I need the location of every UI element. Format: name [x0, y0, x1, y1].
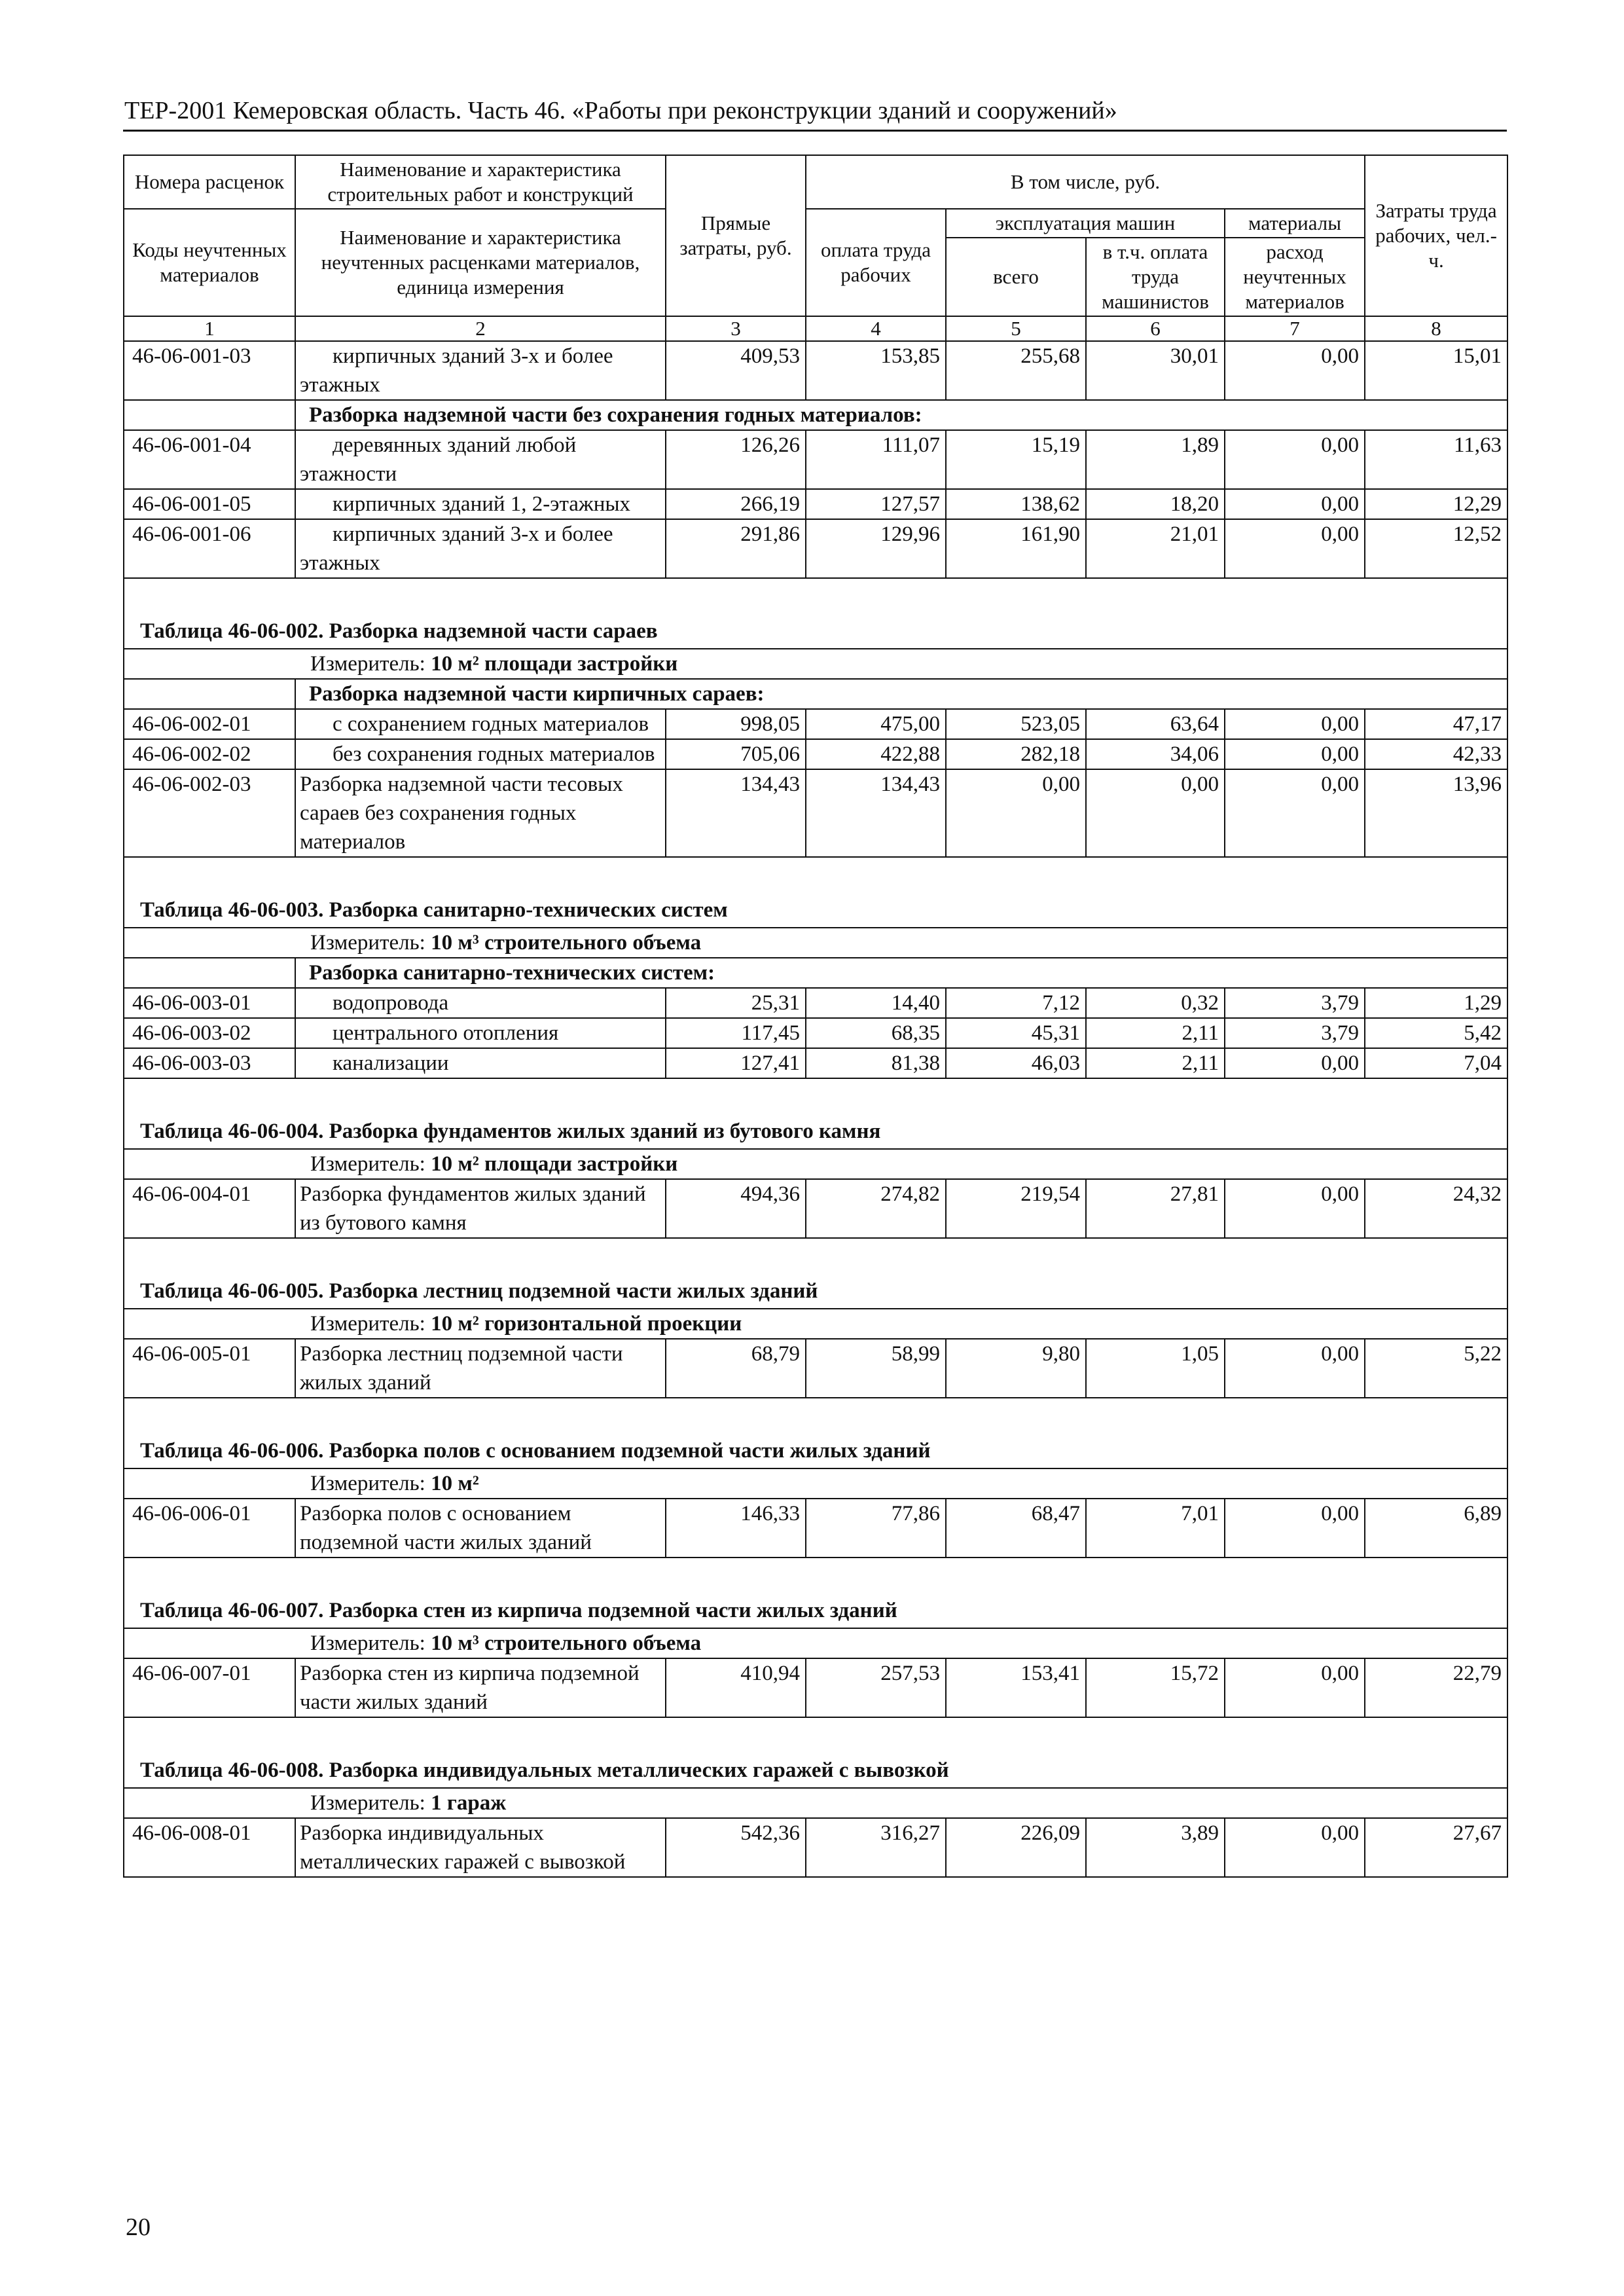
rate-code: 46-06-008-01 [124, 1818, 295, 1877]
direct-costs-value: 146,33 [666, 1499, 806, 1558]
work-name [295, 519, 666, 578]
work-name-text: Разборка индивидуальных металлических гаражей с вывозкой [300, 1821, 626, 1874]
wages-value: 14,40 [806, 988, 946, 1018]
wages-value: 316,27 [806, 1818, 946, 1877]
work-name-text: Разборка надземной части тесовых сараев без сохранения годных материалов [300, 773, 623, 854]
labor-value: 22,79 [1365, 1658, 1507, 1717]
rate-code: 46-06-002-02 [124, 739, 295, 769]
work-name [295, 1499, 666, 1558]
table-title-row [124, 1558, 1507, 1628]
meter-row [124, 649, 1507, 679]
meter-row [124, 1468, 1507, 1499]
wages-value: 257,53 [806, 1658, 946, 1717]
section-subheading-row [124, 958, 1507, 988]
price-table [123, 155, 1508, 1878]
col-header-machines-total: всего [946, 238, 1086, 316]
wages-value: 274,82 [806, 1179, 946, 1238]
subheading-spacer [124, 400, 295, 430]
machinist-wages-value: 7,01 [1086, 1499, 1225, 1558]
rate-code: 46-06-002-01 [124, 709, 295, 739]
materials-value: 0,00 [1225, 769, 1365, 857]
work-name [295, 341, 666, 400]
table-row [124, 1018, 1507, 1048]
col-header-including-group: В том числе, руб. [806, 155, 1365, 209]
work-name-text: кирпичных зданий 3-х и более этажных [300, 522, 613, 575]
table-row [124, 709, 1507, 739]
wages-value: 422,88 [806, 739, 946, 769]
direct-costs-value: 266,19 [666, 489, 806, 519]
meter-row [124, 1628, 1507, 1658]
subheading-spacer [124, 958, 295, 988]
wages-value: 81,38 [806, 1048, 946, 1078]
labor-value: 13,96 [1365, 769, 1507, 857]
table-row [124, 1179, 1507, 1238]
meter-label: Измеритель: [310, 652, 425, 676]
col-number: 2 [295, 316, 666, 341]
machines-total-value: 282,18 [946, 739, 1086, 769]
page-number: 20 [126, 2214, 151, 2241]
work-name [295, 1658, 666, 1717]
page-header: ТЕР-2001 Кемеровская область. Часть 46. «Работы при реконструкции зданий и сооружений» [124, 97, 1117, 124]
materials-value: 0,00 [1225, 430, 1365, 489]
machinist-wages-value: 0,32 [1086, 988, 1225, 1018]
labor-value: 24,32 [1365, 1179, 1507, 1238]
labor-value: 15,01 [1365, 341, 1507, 400]
machines-total-value: 219,54 [946, 1179, 1086, 1238]
direct-costs-value: 410,94 [666, 1658, 806, 1717]
table-row [124, 988, 1507, 1018]
machines-total-value: 45,31 [946, 1018, 1086, 1048]
meter-line [124, 649, 1507, 679]
labor-value: 5,22 [1365, 1339, 1507, 1398]
table-row [124, 489, 1507, 519]
wages-value: 127,57 [806, 489, 946, 519]
col-number: 3 [666, 316, 806, 341]
work-name [295, 1048, 666, 1078]
col-header-materials-consumption: расход неучтенных материалов [1225, 238, 1365, 316]
direct-costs-value: 705,06 [666, 739, 806, 769]
meter-line [124, 1468, 1507, 1499]
labor-value: 12,29 [1365, 489, 1507, 519]
col-number: 7 [1225, 316, 1365, 341]
work-name-text: центрального отопления [333, 1021, 559, 1045]
direct-costs-value: 134,43 [666, 769, 806, 857]
labor-value: 47,17 [1365, 709, 1507, 739]
work-name [295, 1818, 666, 1877]
direct-costs-value: 998,05 [666, 709, 806, 739]
wages-value: 111,07 [806, 430, 946, 489]
col-header-code: Номера расценок [124, 155, 295, 209]
table-title-row [124, 1238, 1507, 1309]
rate-code: 46-06-007-01 [124, 1658, 295, 1717]
rate-code: 46-06-003-02 [124, 1018, 295, 1048]
meter-value: 10 м³ строительного объема [431, 931, 702, 955]
rate-code: 46-06-001-05 [124, 489, 295, 519]
rate-code: 46-06-002-03 [124, 769, 295, 857]
wages-value: 475,00 [806, 709, 946, 739]
machinist-wages-value: 0,00 [1086, 769, 1225, 857]
machines-total-value: 15,19 [946, 430, 1086, 489]
labor-value: 27,67 [1365, 1818, 1507, 1877]
table-title-row [124, 578, 1507, 649]
machines-total-value: 255,68 [946, 341, 1086, 400]
machines-total-value: 9,80 [946, 1339, 1086, 1398]
work-name [295, 769, 666, 857]
machinist-wages-value: 18,20 [1086, 489, 1225, 519]
direct-costs-value: 117,45 [666, 1018, 806, 1048]
table-title: Таблица 46-06-005. Разборка лестниц подземной части жилых зданий [124, 1238, 1507, 1309]
machines-total-value: 153,41 [946, 1658, 1086, 1717]
meter-value: 10 м² площади застройки [431, 1152, 678, 1176]
table-row [124, 519, 1507, 578]
table-title: Таблица 46-06-008. Разборка индивидуальных металлических гаражей с вывозкой [124, 1717, 1507, 1788]
machinist-wages-value: 34,06 [1086, 739, 1225, 769]
meter-value: 10 м² горизонтальной проекции [431, 1312, 742, 1336]
table-row [124, 739, 1507, 769]
col-header-materials-group: материалы [1225, 209, 1365, 238]
materials-value: 3,79 [1225, 1018, 1365, 1048]
meter-label: Измеритель: [310, 1472, 425, 1495]
machinist-wages-value: 15,72 [1086, 1658, 1225, 1717]
work-name [295, 489, 666, 519]
direct-costs-value: 291,86 [666, 519, 806, 578]
col-number: 1 [124, 316, 295, 341]
work-name-text: без сохранения годных материалов [333, 742, 655, 766]
rate-code: 46-06-001-06 [124, 519, 295, 578]
machinist-wages-value: 27,81 [1086, 1179, 1225, 1238]
section-subheading-row [124, 679, 1507, 709]
col-number: 5 [946, 316, 1086, 341]
direct-costs-value: 494,36 [666, 1179, 806, 1238]
materials-value: 0,00 [1225, 341, 1365, 400]
col-header-material-names: Наименование и характеристика неучтенных расценками материалов, единица измерения [295, 209, 666, 316]
labor-value: 42,33 [1365, 739, 1507, 769]
wages-value: 77,86 [806, 1499, 946, 1558]
meter-line [124, 1309, 1507, 1339]
materials-value: 0,00 [1225, 1339, 1365, 1398]
labor-value: 11,63 [1365, 430, 1507, 489]
work-name-text: кирпичных зданий 1, 2-этажных [333, 492, 631, 516]
materials-value: 0,00 [1225, 1658, 1365, 1717]
machinist-wages-value: 2,11 [1086, 1018, 1225, 1048]
work-name-text: кирпичных зданий 3-х и более этажных [300, 344, 613, 397]
work-name-text: водопровода [333, 991, 449, 1015]
rate-code: 46-06-003-03 [124, 1048, 295, 1078]
meter-label: Измеритель: [310, 931, 425, 955]
col-header-machines-group: эксплуатация машин [946, 209, 1225, 238]
col-header-wages: оплата труда рабочих [806, 209, 946, 316]
col-header-direct-costs: Прямые затраты, руб. [666, 155, 806, 316]
work-name [295, 1179, 666, 1238]
work-name-text: Разборка фундаментов жилых зданий из бутового камня [300, 1182, 646, 1235]
labor-value: 12,52 [1365, 519, 1507, 578]
rate-code: 46-06-004-01 [124, 1179, 295, 1238]
machines-total-value: 68,47 [946, 1499, 1086, 1558]
table-body [124, 341, 1507, 1877]
machines-total-value: 46,03 [946, 1048, 1086, 1078]
meter-line [124, 928, 1507, 958]
meter-label: Измеритель: [310, 1152, 425, 1176]
machines-total-value: 138,62 [946, 489, 1086, 519]
meter-value: 10 м² площади застройки [431, 652, 678, 676]
materials-value: 0,00 [1225, 739, 1365, 769]
meter-value: 10 м² [431, 1472, 479, 1495]
table-row [124, 1499, 1507, 1558]
table-title-row [124, 1398, 1507, 1468]
section-subheading: Разборка санитарно-технических систем: [295, 958, 1507, 988]
section-subheading: Разборка надземной части без сохранения годных материалов: [295, 400, 1507, 430]
section-subheading: Разборка надземной части кирпичных сараев: [295, 679, 1507, 709]
machines-total-value: 0,00 [946, 769, 1086, 857]
meter-line [124, 1788, 1507, 1818]
work-name [295, 709, 666, 739]
meter-label: Измеритель: [310, 1631, 425, 1655]
table-title: Таблица 46-06-003. Разборка санитарно-технических систем [124, 857, 1507, 928]
work-name-text: канализации [333, 1051, 449, 1075]
wages-value: 58,99 [806, 1339, 946, 1398]
table-title-row [124, 1078, 1507, 1149]
rate-code: 46-06-006-01 [124, 1499, 295, 1558]
machinist-wages-value: 3,89 [1086, 1818, 1225, 1877]
meter-row [124, 1788, 1507, 1818]
materials-value: 0,00 [1225, 1818, 1365, 1877]
work-name-text: с сохранением годных материалов [333, 712, 649, 736]
work-name-text: Разборка полов с основанием подземной части жилых зданий [300, 1502, 592, 1554]
labor-value: 1,29 [1365, 988, 1507, 1018]
machinist-wages-value: 21,01 [1086, 519, 1225, 578]
rate-code: 46-06-001-04 [124, 430, 295, 489]
machines-total-value: 226,09 [946, 1818, 1086, 1877]
table-row [124, 1658, 1507, 1717]
labor-value: 5,42 [1365, 1018, 1507, 1048]
work-name [295, 1339, 666, 1398]
direct-costs-value: 127,41 [666, 1048, 806, 1078]
work-name-text: Разборка стен из кирпича подземной части жилых зданий [300, 1662, 640, 1714]
table-row [124, 1048, 1507, 1078]
table-row [124, 1818, 1507, 1877]
meter-row [124, 928, 1507, 958]
col-header-material-codes: Коды неучтенных материалов [124, 209, 295, 316]
table-row [124, 341, 1507, 400]
materials-value: 3,79 [1225, 988, 1365, 1018]
machinist-wages-value: 2,11 [1086, 1048, 1225, 1078]
materials-value: 0,00 [1225, 519, 1365, 578]
header-rule [123, 130, 1507, 132]
direct-costs-value: 126,26 [666, 430, 806, 489]
meter-line [124, 1149, 1507, 1179]
meter-value: 10 м³ строительного объема [431, 1631, 702, 1655]
labor-value: 6,89 [1365, 1499, 1507, 1558]
col-header-name: Наименование и характеристика строительных работ и конструкций [295, 155, 666, 209]
col-number: 6 [1086, 316, 1225, 341]
materials-value: 0,00 [1225, 489, 1365, 519]
wages-value: 153,85 [806, 341, 946, 400]
materials-value: 0,00 [1225, 1179, 1365, 1238]
machines-total-value: 523,05 [946, 709, 1086, 739]
meter-value: 1 гараж [431, 1791, 507, 1815]
materials-value: 0,00 [1225, 1499, 1365, 1558]
table-title: Таблица 46-06-002. Разборка надземной части сараев [124, 578, 1507, 649]
table-row [124, 430, 1507, 489]
rate-code: 46-06-003-01 [124, 988, 295, 1018]
meter-row [124, 1149, 1507, 1179]
wages-value: 68,35 [806, 1018, 946, 1048]
col-number: 4 [806, 316, 946, 341]
direct-costs-value: 68,79 [666, 1339, 806, 1398]
meter-label: Измеритель: [310, 1791, 425, 1815]
table-row [124, 769, 1507, 857]
direct-costs-value: 542,36 [666, 1818, 806, 1877]
work-name [295, 430, 666, 489]
materials-value: 0,00 [1225, 709, 1365, 739]
machinist-wages-value: 63,64 [1086, 709, 1225, 739]
table-title: Таблица 46-06-004. Разборка фундаментов жилых зданий из бутового камня [124, 1078, 1507, 1149]
col-header-machinist-wages: в т.ч. оплата труда машинистов [1086, 238, 1225, 316]
wages-value: 129,96 [806, 519, 946, 578]
section-subheading-row [124, 400, 1507, 430]
work-name [295, 988, 666, 1018]
machinist-wages-value: 1,05 [1086, 1339, 1225, 1398]
rate-code: 46-06-001-03 [124, 341, 295, 400]
table-title: Таблица 46-06-007. Разборка стен из кирпича подземной части жилых зданий [124, 1558, 1507, 1628]
machinist-wages-value: 30,01 [1086, 341, 1225, 400]
col-number: 8 [1365, 316, 1507, 341]
table-row [124, 1339, 1507, 1398]
machinist-wages-value: 1,89 [1086, 430, 1225, 489]
materials-value: 0,00 [1225, 1048, 1365, 1078]
direct-costs-value: 25,31 [666, 988, 806, 1018]
meter-row [124, 1309, 1507, 1339]
subheading-spacer [124, 679, 295, 709]
work-name [295, 1018, 666, 1048]
table-title-row [124, 1717, 1507, 1788]
work-name [295, 739, 666, 769]
machines-total-value: 7,12 [946, 988, 1086, 1018]
work-name-text: Разборка лестниц подземной части жилых зданий [300, 1342, 623, 1394]
table-title: Таблица 46-06-006. Разборка полов с основанием подземной части жилых зданий [124, 1398, 1507, 1468]
direct-costs-value: 409,53 [666, 341, 806, 400]
wages-value: 134,43 [806, 769, 946, 857]
meter-line [124, 1628, 1507, 1658]
machines-total-value: 161,90 [946, 519, 1086, 578]
labor-value: 7,04 [1365, 1048, 1507, 1078]
col-header-labor: Затраты труда рабочих, чел.-ч. [1365, 155, 1507, 316]
work-name-text: деревянных зданий любой этажности [300, 433, 577, 486]
rate-code: 46-06-005-01 [124, 1339, 295, 1398]
meter-label: Измеритель: [310, 1312, 425, 1336]
table-title-row [124, 857, 1507, 928]
